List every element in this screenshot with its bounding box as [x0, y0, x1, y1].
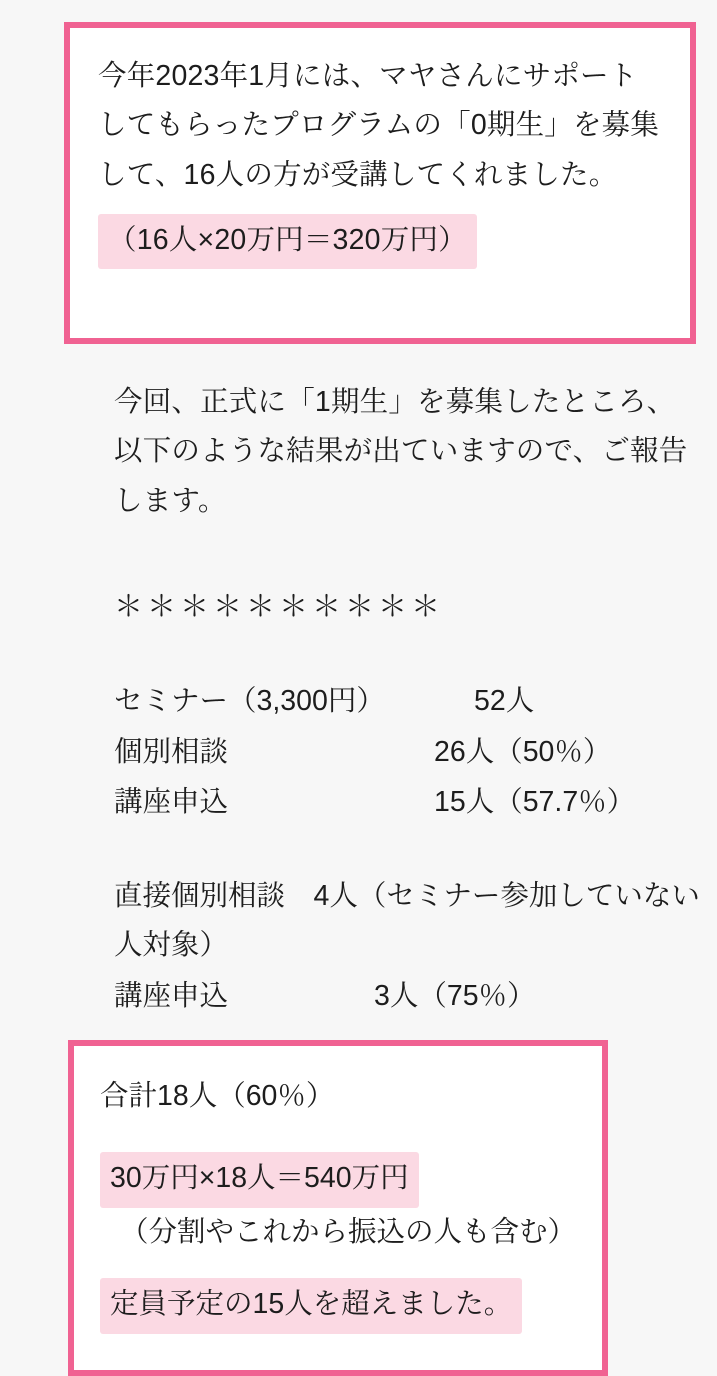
zero-cohort-paragraph: 今年2023年1月には、マヤさんにサポートしてもらったプログラムの「0期生」を募集して、16人の方が受講してくれました。	[98, 60, 660, 191]
result-row-application	[114, 777, 704, 828]
total-line: 合計18人（60％）	[100, 1080, 335, 1112]
total-amount-highlight: 30万円×18人＝540万円	[100, 1152, 419, 1208]
highlight-box-totals	[68, 1040, 608, 1376]
result-row-seminar	[114, 676, 704, 727]
result-row-application-label: 講座申込	[114, 786, 229, 819]
intro-block	[114, 378, 694, 526]
zero-cohort-amount-line	[98, 214, 664, 269]
direct-consult-results	[114, 872, 714, 1021]
result-row-consult-value: 26人（50％）	[434, 735, 612, 768]
seminar-results-list	[114, 676, 704, 828]
direct-consult-row: 直接個別相談 4人（セミナー参加していない人対象）	[114, 880, 700, 962]
total-amount-line	[100, 1152, 576, 1208]
star-divider: ＊＊＊＊＊＊＊＊＊＊	[114, 591, 445, 623]
result-row-application-value: 15人（57.7％）	[434, 786, 636, 819]
capacity-highlight: 定員予定の15人を超えました。	[100, 1278, 522, 1334]
spacer	[98, 200, 664, 214]
spacer	[100, 1256, 576, 1278]
spacer	[100, 1122, 576, 1152]
result-row-seminar-label: セミナー（3,300円）	[114, 685, 385, 717]
intro-paragraph: 今回、正式に「1期生」を募集したところ、以下のような結果が出ていますので、ご報告します。	[114, 386, 688, 517]
result-row-consult	[114, 727, 704, 778]
result-row-seminar-value: 52人	[474, 685, 535, 717]
highlight-box-zero-cohort	[64, 22, 696, 344]
direct-application-label: 講座申込	[114, 979, 229, 1012]
direct-application-value: 3人（75％）	[374, 979, 536, 1012]
result-row-consult-label: 個別相談	[114, 735, 229, 768]
direct-application-row	[114, 971, 714, 1022]
total-amount-note: （分割やこれから振込の人も含む）	[120, 1215, 577, 1248]
capacity-line	[100, 1278, 576, 1334]
zero-cohort-amount-highlight: （16人×20万円＝320万円）	[98, 214, 477, 269]
